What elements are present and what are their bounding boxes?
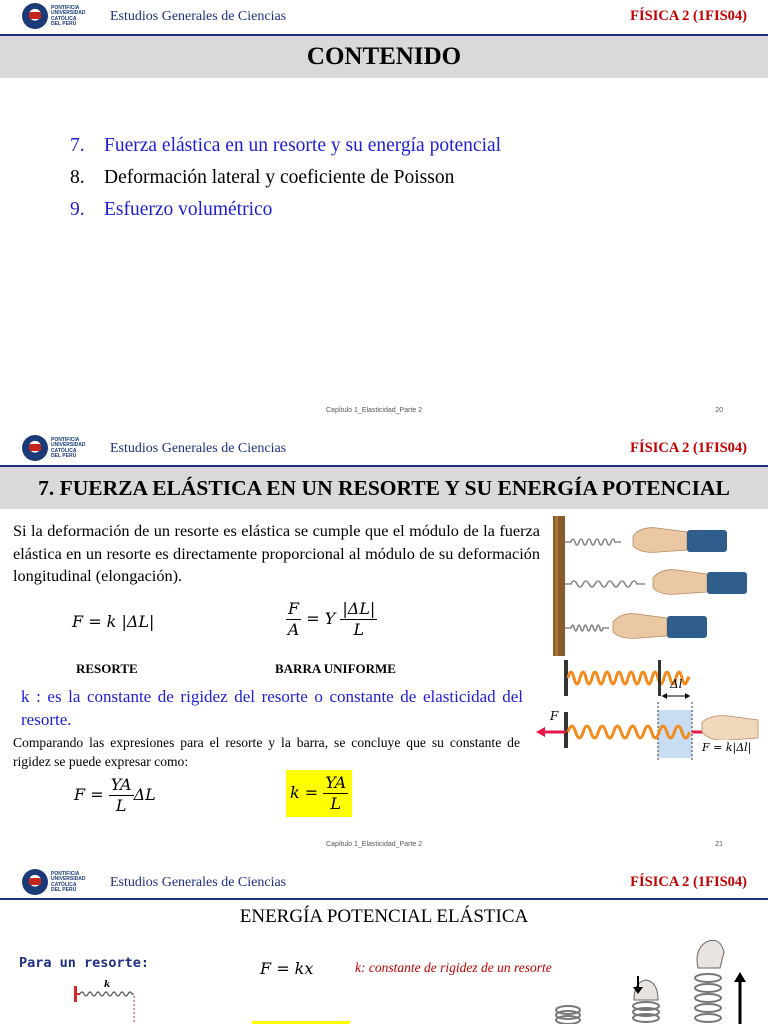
logo-text: PONTIFICIA UNIVERSIDAD CATÓLICA DEL PERÚ [51,871,86,893]
slide-elastic-potential-energy [0,866,768,1024]
logo-text: PONTIFICIA UNIVERSIDAD CATÓLICA DEL PERÚ [51,5,86,27]
slide-elastic-force [0,432,768,857]
comparison-text: Comparando las expresiones para el resorte y la barra, se concluye que su constante de rigidez se puede expresar como: [13,735,520,769]
school-name: Estudios Generales de Ciencias [110,441,287,456]
university-logo [22,435,96,461]
school-name: Estudios Generales de Ciencias [110,875,287,890]
stiffness-equation-highlight: k = $\frac{YA}{L}$ [286,770,352,817]
page-number: 20 [715,407,723,414]
slide-title-bar [0,465,768,509]
list-item[interactable]: 8. Deformación lateral y coeficiente de Poisson [70,167,455,188]
slide-header [0,0,768,32]
slide-title-bar [0,34,768,78]
slide-header [0,432,768,464]
hooke-equation: F = kx [260,959,314,978]
university-seal-icon [22,3,48,29]
para-resorte-label: Para un resorte: [19,955,150,971]
course-code: FÍSICA 2 (1FIS04) [630,874,747,890]
k-definition: k : es la constante de rigidez del resorte o constante de elasticidad del resorte. [21,687,523,729]
combined-equation: F = $\frac{YA}{L}$ ΔL [74,775,156,815]
slide-title: ENERGÍA POTENCIAL ELÁSTICA [239,906,529,927]
slide-footer: Capítulo 1_Elasticidad_Parte 2 [326,841,423,848]
label-spring: RESORTE [76,661,138,676]
springs-compression-figure [548,938,758,1024]
force-equation-label: F = k|Δl| [702,741,752,754]
label-uniform-bar: BARRA UNIFORME [275,661,396,676]
course-code: FÍSICA 2 (1FIS04) [630,8,747,24]
logo-text: PONTIFICIA UNIVERSIDAD CATÓLICA DEL PERÚ [51,437,86,459]
delta-l-label: Δl [670,677,683,691]
slide-title: CONTENIDO [306,43,462,70]
university-seal-icon [22,435,48,461]
contents-list [70,130,501,226]
list-item[interactable]: 7. Fuerza elástica en un resorte y su energía potencial [70,135,502,156]
page-number: 21 [715,841,723,848]
university-logo [22,869,96,895]
spring-k-label: k [104,980,111,990]
course-code: FÍSICA 2 (1FIS04) [630,440,747,456]
spring-equation: F = k |ΔL| [72,612,155,631]
intro-paragraph: Si la deformación de un resorte es elástica se cumple que el módulo de la fuerza elástica en un resorte es directamente proporcional al módulo de su deformación longitudinal (elongación). [13,521,540,585]
slide-footer: Capítulo 1_Elasticidad_Parte 2 [326,407,423,414]
university-logo [22,3,96,29]
list-item[interactable]: 9. Esfuerzo volumétrico [70,199,273,220]
spring-wall-figure [70,980,150,1024]
slide-header [0,866,768,898]
title-divider [0,898,768,900]
springs-hands-figure [553,516,763,656]
university-seal-icon [22,869,48,895]
bar-equation: $\frac{F}{A}$ = Y $\frac{|\Delta L|}{L}$ [287,599,376,639]
spring-elongation-figure [536,658,764,762]
slide-contents [0,0,768,425]
slide-title: 7. FUERZA ELÁSTICA EN UN RESORTE Y SU ENERGÍA POTENCIAL [38,476,730,500]
k-note: k: constante de rigidez de un resorte [355,960,552,975]
school-name: Estudios Generales de Ciencias [110,9,287,24]
force-label: F [550,709,559,723]
